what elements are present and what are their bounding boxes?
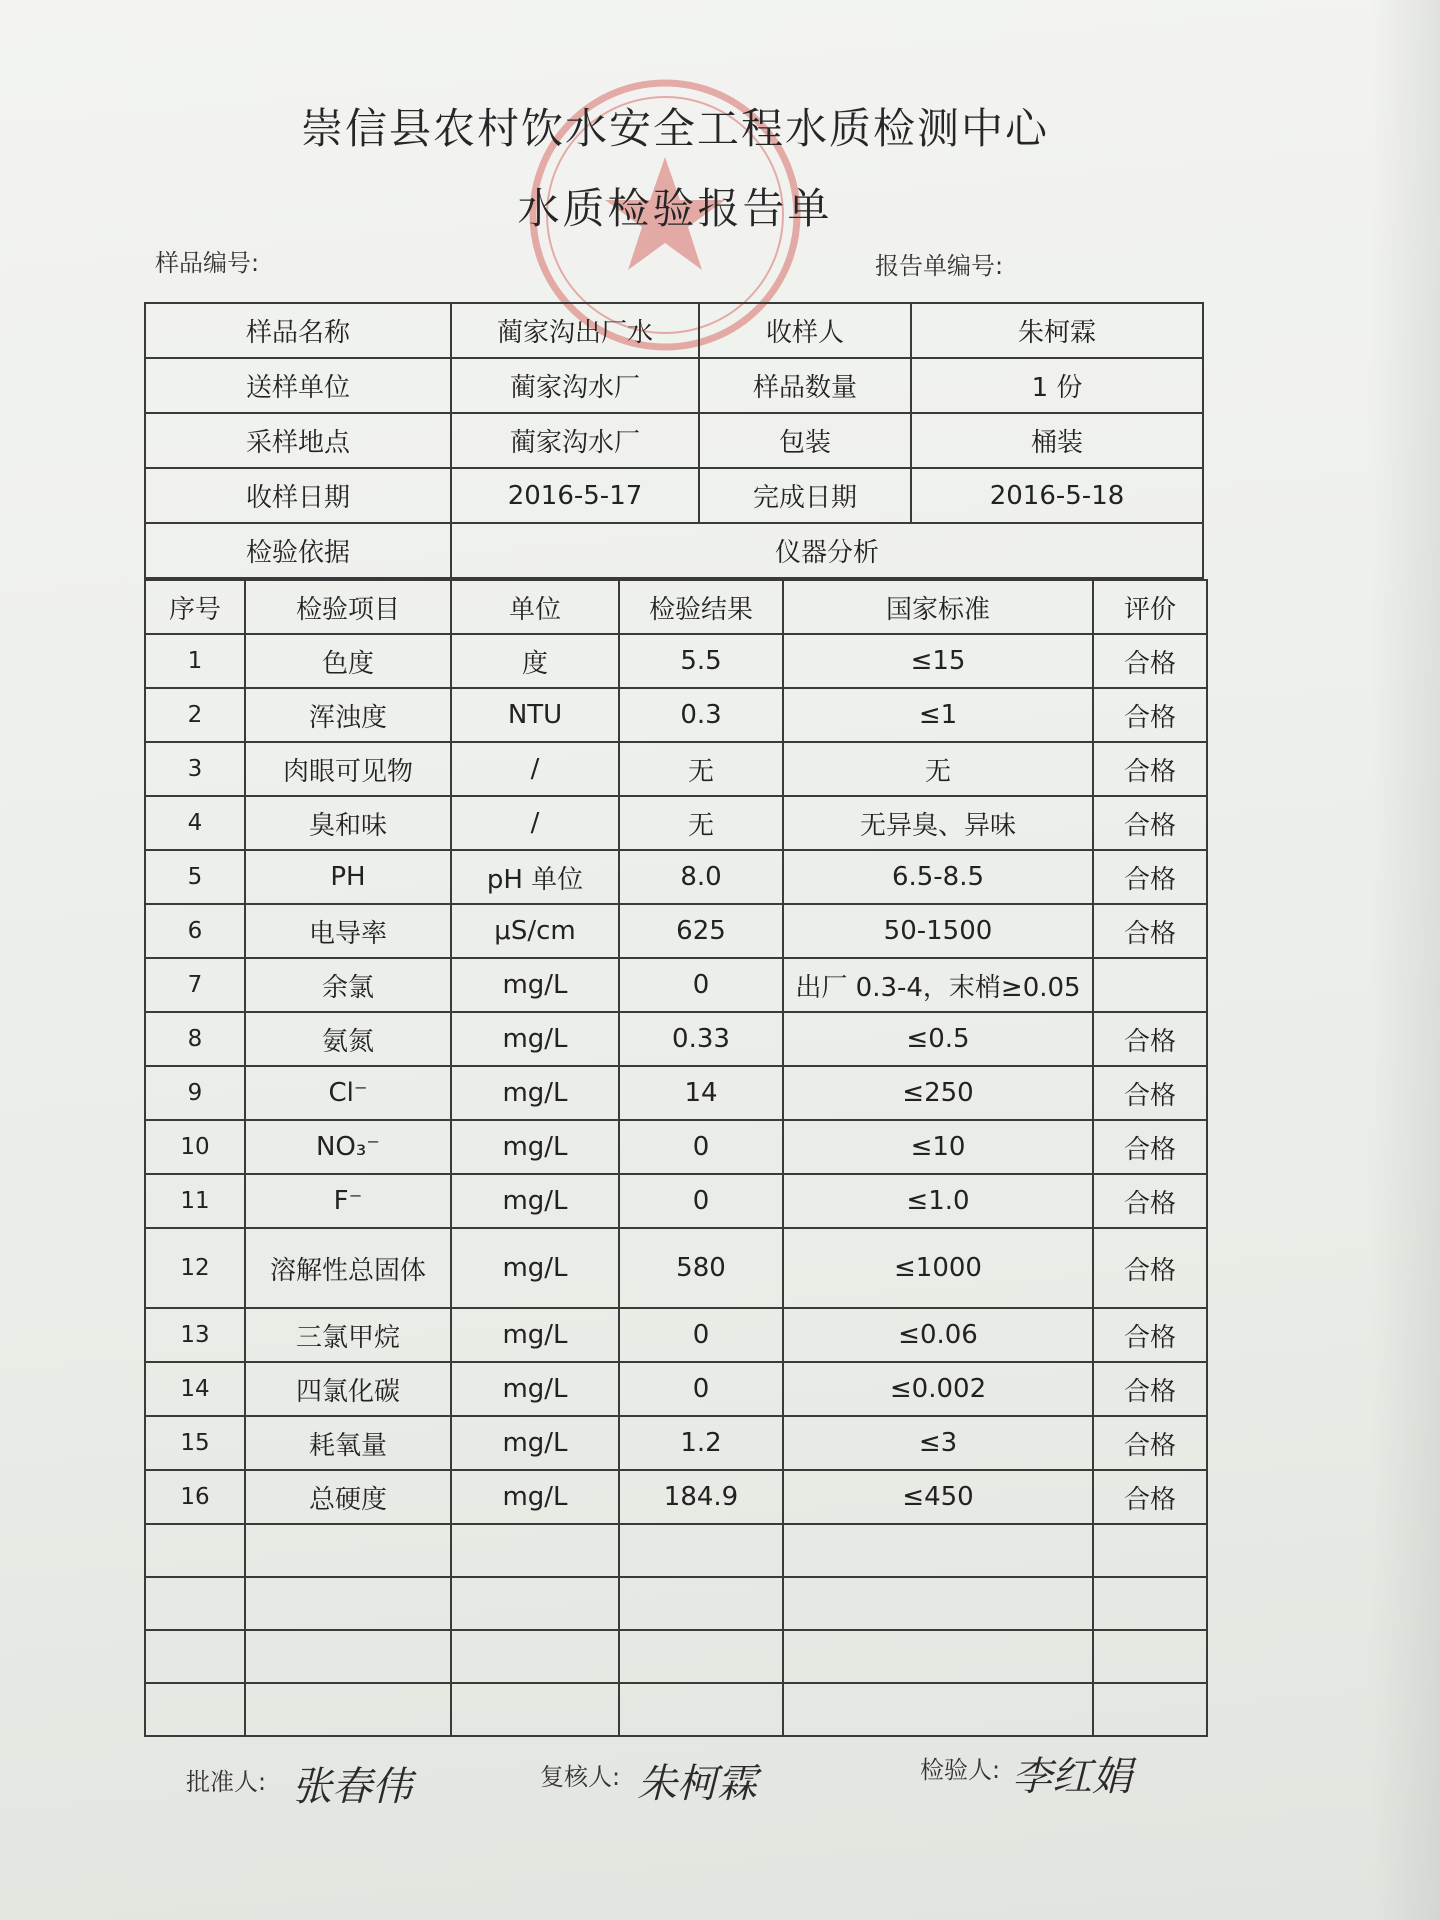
info-label: 包装 (699, 413, 911, 468)
info-value: 1 份 (911, 358, 1203, 413)
evaluation: 合格 (1093, 742, 1207, 796)
evaluation: 合格 (1093, 1120, 1207, 1174)
national-standard: ≤0.06 (783, 1308, 1093, 1362)
empty-cell (245, 1630, 451, 1683)
info-value: 2016-5-18 (911, 468, 1203, 523)
empty-cell (451, 1577, 619, 1630)
test-result: 8.0 (619, 850, 783, 904)
sample-info-table (144, 302, 1204, 579)
test-result: 625 (619, 904, 783, 958)
empty-cell (1093, 1683, 1207, 1736)
results-row (145, 1470, 1207, 1524)
info-value: 蔺家沟水厂 (451, 413, 699, 468)
test-item: 浑浊度 (245, 688, 451, 742)
unit: mg/L (451, 1416, 619, 1470)
test-result: 无 (619, 742, 783, 796)
test-result: 580 (619, 1228, 783, 1308)
evaluation: 合格 (1093, 1012, 1207, 1066)
unit: / (451, 742, 619, 796)
basis-value: 仪器分析 (451, 523, 1203, 578)
info-label: 样品名称 (145, 303, 451, 358)
unit: pH 单位 (451, 850, 619, 904)
test-result: 0.33 (619, 1012, 783, 1066)
paper-shadow (1370, 0, 1440, 1920)
row-number: 16 (145, 1470, 245, 1524)
test-item: 肉眼可见物 (245, 742, 451, 796)
test-result: 无 (619, 796, 783, 850)
test-result: 1.2 (619, 1416, 783, 1470)
evaluation: 合格 (1093, 1308, 1207, 1362)
info-value: 桶装 (911, 413, 1203, 468)
test-item: Cl⁻ (245, 1066, 451, 1120)
info-label: 采样地点 (145, 413, 451, 468)
unit: μS/cm (451, 904, 619, 958)
empty-cell (145, 1577, 245, 1630)
row-number: 15 (145, 1416, 245, 1470)
empty-cell (1093, 1577, 1207, 1630)
test-item: 氨氮 (245, 1012, 451, 1066)
info-value: 2016-5-17 (451, 468, 699, 523)
empty-cell (783, 1524, 1093, 1577)
report-number-label: 报告单编号: (875, 252, 1004, 280)
empty-cell (145, 1683, 245, 1736)
info-row (145, 523, 1203, 578)
row-number: 4 (145, 796, 245, 850)
row-number: 6 (145, 904, 245, 958)
empty-cell (451, 1630, 619, 1683)
column-header: 评价 (1093, 580, 1207, 634)
unit: mg/L (451, 1470, 619, 1524)
test-result: 0 (619, 958, 783, 1012)
unit: / (451, 796, 619, 850)
evaluation: 合格 (1093, 1416, 1207, 1470)
empty-cell (1093, 1524, 1207, 1577)
info-label: 收样日期 (145, 468, 451, 523)
test-result: 0.3 (619, 688, 783, 742)
results-row (145, 1308, 1207, 1362)
empty-cell (783, 1630, 1093, 1683)
info-row (145, 468, 1203, 523)
results-row (145, 1066, 1207, 1120)
inspector-signature: 李红娟 (1012, 1754, 1132, 1800)
info-label: 收样人 (699, 303, 911, 358)
info-label: 完成日期 (699, 468, 911, 523)
test-item: PH (245, 850, 451, 904)
info-value: 朱柯霖 (911, 303, 1203, 358)
column-header: 序号 (145, 580, 245, 634)
empty-cell (619, 1524, 783, 1577)
national-standard: 6.5-8.5 (783, 850, 1093, 904)
empty-row (145, 1683, 1207, 1736)
evaluation (1093, 958, 1207, 1012)
row-number: 14 (145, 1362, 245, 1416)
test-item: 耗氧量 (245, 1416, 451, 1470)
empty-cell (145, 1524, 245, 1577)
evaluation: 合格 (1093, 634, 1207, 688)
row-number: 2 (145, 688, 245, 742)
row-number: 3 (145, 742, 245, 796)
row-number: 8 (145, 1012, 245, 1066)
row-number: 11 (145, 1174, 245, 1228)
results-header-row (145, 580, 1207, 634)
national-standard: ≤0.5 (783, 1012, 1093, 1066)
unit: NTU (451, 688, 619, 742)
empty-cell (1093, 1630, 1207, 1683)
unit: 度 (451, 634, 619, 688)
national-standard: 无 (783, 742, 1093, 796)
test-result: 5.5 (619, 634, 783, 688)
empty-cell (619, 1683, 783, 1736)
evaluation: 合格 (1093, 850, 1207, 904)
empty-cell (245, 1524, 451, 1577)
evaluation: 合格 (1093, 904, 1207, 958)
test-item: 总硬度 (245, 1470, 451, 1524)
results-row (145, 688, 1207, 742)
test-item: 臭和味 (245, 796, 451, 850)
national-standard: ≤1000 (783, 1228, 1093, 1308)
empty-cell (245, 1683, 451, 1736)
test-result: 0 (619, 1120, 783, 1174)
empty-cell (145, 1630, 245, 1683)
reviewer-signature: 朱柯霖 (637, 1761, 757, 1807)
info-row (145, 358, 1203, 413)
empty-row (145, 1577, 1207, 1630)
national-standard: 出厂 0.3-4，末梢≥0.05 (783, 958, 1093, 1012)
unit: mg/L (451, 1174, 619, 1228)
evaluation: 合格 (1093, 1362, 1207, 1416)
test-result: 14 (619, 1066, 783, 1120)
row-number: 9 (145, 1066, 245, 1120)
test-result: 0 (619, 1308, 783, 1362)
unit: mg/L (451, 1012, 619, 1066)
row-number: 7 (145, 958, 245, 1012)
report-subtitle: 水质检验报告单 (517, 184, 833, 233)
results-row (145, 634, 1207, 688)
test-result: 0 (619, 1174, 783, 1228)
info-label: 样品数量 (699, 358, 911, 413)
evaluation: 合格 (1093, 688, 1207, 742)
results-row (145, 958, 1207, 1012)
test-item: NO₃⁻ (245, 1120, 451, 1174)
results-row (145, 1416, 1207, 1470)
row-number: 5 (145, 850, 245, 904)
evaluation: 合格 (1093, 1066, 1207, 1120)
reviewer-label: 复核人: (540, 1763, 621, 1791)
test-item: 三氯甲烷 (245, 1308, 451, 1362)
column-header: 检验项目 (245, 580, 451, 634)
row-number: 1 (145, 634, 245, 688)
info-row (145, 413, 1203, 468)
test-item: F⁻ (245, 1174, 451, 1228)
approver-signature: 张春伟 (292, 1764, 412, 1810)
test-item: 电导率 (245, 904, 451, 958)
inspector-label: 检验人: (920, 1756, 1001, 1784)
results-row (145, 1228, 1207, 1308)
row-number: 10 (145, 1120, 245, 1174)
column-header: 检验结果 (619, 580, 783, 634)
empty-cell (451, 1683, 619, 1736)
results-row (145, 1174, 1207, 1228)
unit: mg/L (451, 1120, 619, 1174)
row-number: 12 (145, 1228, 245, 1308)
unit: mg/L (451, 1308, 619, 1362)
column-header: 单位 (451, 580, 619, 634)
empty-cell (783, 1683, 1093, 1736)
test-results-table (144, 579, 1208, 1737)
empty-row (145, 1630, 1207, 1683)
empty-cell (619, 1577, 783, 1630)
results-row (145, 1012, 1207, 1066)
empty-cell (619, 1630, 783, 1683)
empty-cell (783, 1577, 1093, 1630)
evaluation: 合格 (1093, 796, 1207, 850)
test-item: 溶解性总固体 (245, 1228, 451, 1308)
info-value: 蔺家沟水厂 (451, 358, 699, 413)
national-standard: 50-1500 (783, 904, 1093, 958)
sample-number-label: 样品编号: (155, 249, 260, 277)
evaluation: 合格 (1093, 1174, 1207, 1228)
info-value: 蔺家沟出厂水 (451, 303, 699, 358)
national-standard: ≤250 (783, 1066, 1093, 1120)
info-label: 送样单位 (145, 358, 451, 413)
approver-label: 批准人: (186, 1768, 267, 1796)
national-standard: ≤15 (783, 634, 1093, 688)
national-standard: ≤0.002 (783, 1362, 1093, 1416)
empty-cell (245, 1577, 451, 1630)
row-number: 13 (145, 1308, 245, 1362)
evaluation: 合格 (1093, 1470, 1207, 1524)
unit: mg/L (451, 958, 619, 1012)
column-header: 国家标准 (783, 580, 1093, 634)
unit: mg/L (451, 1362, 619, 1416)
page-title: 崇信县农村饮水安全工程水质检测中心 (300, 104, 1049, 153)
results-row (145, 1362, 1207, 1416)
results-row (145, 796, 1207, 850)
results-row (145, 1120, 1207, 1174)
national-standard: ≤1 (783, 688, 1093, 742)
empty-cell (451, 1524, 619, 1577)
national-standard: ≤10 (783, 1120, 1093, 1174)
empty-row (145, 1524, 1207, 1577)
results-row (145, 850, 1207, 904)
basis-label: 检验依据 (145, 523, 451, 578)
test-item: 四氯化碳 (245, 1362, 451, 1416)
evaluation: 合格 (1093, 1228, 1207, 1308)
test-result: 0 (619, 1362, 783, 1416)
results-row (145, 904, 1207, 958)
test-item: 余氯 (245, 958, 451, 1012)
info-row (145, 303, 1203, 358)
national-standard: 无异臭、异味 (783, 796, 1093, 850)
national-standard: ≤450 (783, 1470, 1093, 1524)
national-standard: ≤3 (783, 1416, 1093, 1470)
test-item: 色度 (245, 634, 451, 688)
unit: mg/L (451, 1066, 619, 1120)
national-standard: ≤1.0 (783, 1174, 1093, 1228)
results-row (145, 742, 1207, 796)
unit: mg/L (451, 1228, 619, 1308)
test-result: 184.9 (619, 1470, 783, 1524)
